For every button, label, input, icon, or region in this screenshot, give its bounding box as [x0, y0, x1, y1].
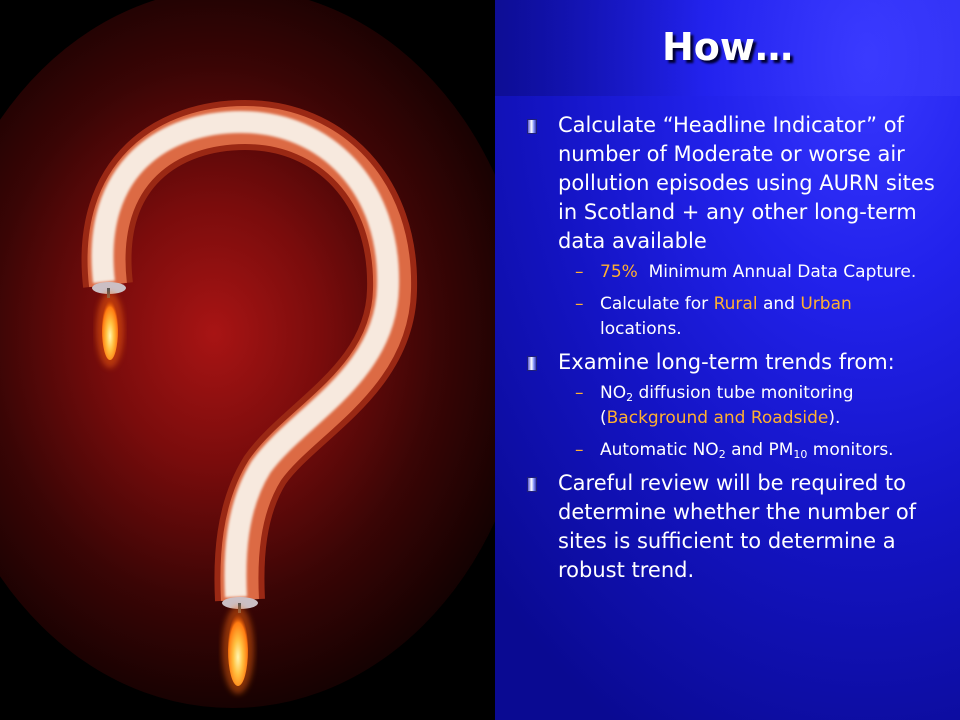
- bullet-item: [558, 469, 958, 585]
- title-band: [495, 0, 960, 96]
- highlight-text: Rural: [713, 294, 758, 314]
- bullet-item: [558, 348, 958, 377]
- sub-bullet-text: monitors.: [807, 440, 894, 460]
- square-bullet-icon: [527, 477, 537, 492]
- content-panel: [495, 0, 960, 720]
- square-bullet-icon: [527, 119, 537, 134]
- highlight-text: 75%: [600, 262, 638, 282]
- sub-bullet-dash: –: [575, 440, 584, 460]
- highlight-text: Urban: [800, 294, 852, 314]
- flame-top-icon: [102, 300, 118, 360]
- bullet-text: Careful review will be required to determine whether the number of sites is sufficient to determine a robust trend.: [558, 471, 917, 582]
- sub-bullet-text: NO: [600, 383, 627, 403]
- sub-bullet-item: [575, 438, 925, 463]
- sub-bullet-dash: –: [575, 262, 584, 282]
- sub-bullet-text: and: [757, 294, 801, 314]
- bullet-text: Examine long-term trends from:: [558, 350, 895, 374]
- sub-bullet-text: and PM: [725, 440, 794, 460]
- square-bullet-icon: [527, 356, 537, 371]
- sub-bullet-text: Calculate for: [600, 294, 714, 314]
- subscript: 2: [718, 448, 726, 461]
- bullet-list: [558, 111, 958, 585]
- sub-bullet-dash: –: [575, 383, 584, 403]
- sub-bullet-item: [575, 260, 925, 285]
- sub-bullet-group: [558, 260, 958, 342]
- bullet-item: [558, 111, 958, 256]
- sub-bullet-text: diffusion tube monitoring (: [600, 383, 854, 428]
- slide-title: How…: [661, 25, 793, 69]
- sub-bullet-item: [575, 381, 925, 431]
- sub-bullet-group: [558, 381, 958, 463]
- sub-bullet-text: Minimum Annual Data Capture.: [637, 262, 917, 282]
- sub-bullet-text: ).: [828, 408, 841, 428]
- highlight-text: Background and Roadside: [606, 408, 829, 428]
- sub-bullet-text: locations.: [600, 319, 682, 339]
- subscript: 10: [793, 448, 808, 461]
- bullet-text: Calculate “Headline Indicator” of number of Moderate or worse air pollution episodes using AURN sites in Scotland + any other long-term data available: [558, 113, 935, 253]
- subscript: 2: [626, 391, 634, 404]
- sub-bullet-text: Automatic NO: [600, 440, 719, 460]
- sub-bullet-dash: –: [575, 294, 584, 314]
- flame-bottom-icon: [228, 614, 248, 686]
- sub-bullet-item: [575, 292, 925, 342]
